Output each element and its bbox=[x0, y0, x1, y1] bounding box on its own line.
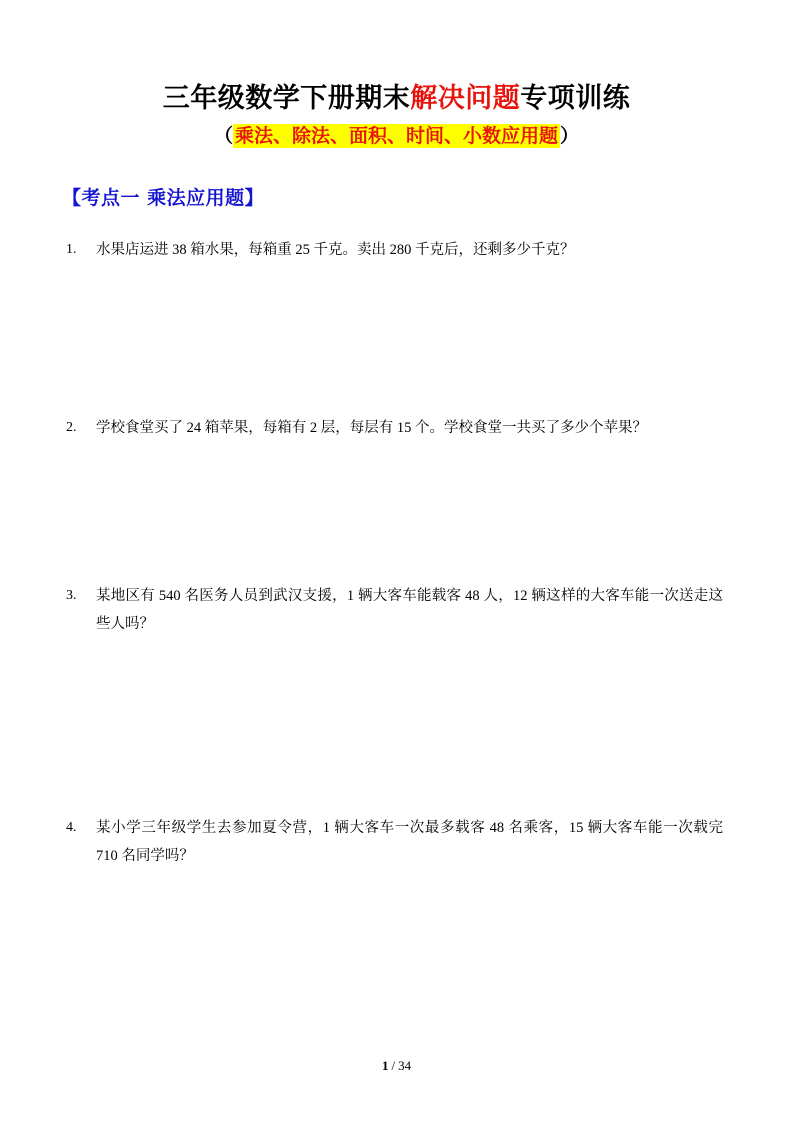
problem-text: 某地区有 540 名医务人员到武汉支援，1 辆大客车能载客 48 人，12 辆这样的大客车能一次送走这些人吗？ bbox=[96, 588, 723, 633]
list-item bbox=[62, 582, 731, 639]
problem-number: 3. bbox=[66, 588, 77, 604]
footer-separator: / bbox=[391, 1058, 396, 1073]
list-item bbox=[62, 814, 731, 871]
footer-current-page: 1 bbox=[381, 1058, 389, 1073]
problem-list bbox=[62, 236, 731, 871]
problem-number: 1. bbox=[66, 241, 77, 257]
problem-number: 4. bbox=[66, 819, 77, 835]
title-before-highlight: 三年级数学下册期末 bbox=[162, 83, 411, 114]
answer-space bbox=[62, 639, 731, 814]
title-after-highlight: 专项训练 bbox=[520, 83, 631, 114]
problem-text: 某小学三年级学生去参加夏令营，1 辆大客车一次最多载客 48 名乘客，15 辆大客车能一次载完 710 名同学吗？ bbox=[96, 819, 723, 864]
subtitle-close-paren: ） bbox=[560, 124, 580, 147]
page-title bbox=[62, 82, 731, 116]
list-item bbox=[62, 414, 731, 442]
problem-text: 水果店运进 38 箱水果，每箱重 25 千克。卖出 280 千克后，还剩多少千克？ bbox=[96, 241, 575, 258]
problem-number: 2. bbox=[66, 419, 77, 435]
problem-text: 学校食堂买了 24 箱苹果，每箱有 2 层，每层有 15 个。学校食堂一共买了多少个苹果？ bbox=[96, 419, 647, 436]
answer-space bbox=[62, 442, 731, 582]
subtitle-open-paren: （ bbox=[213, 124, 233, 147]
title-highlight: 解决问题 bbox=[410, 83, 521, 114]
section-heading-multiplication: 【考点一 乘法应用题】 bbox=[62, 186, 265, 209]
subtitle-highlighted-text: 乘法、除法、面积、时间、小数应用题 bbox=[234, 124, 558, 147]
answer-space bbox=[62, 264, 731, 414]
footer-total-pages: 34 bbox=[398, 1058, 412, 1073]
page-subtitle bbox=[62, 124, 731, 149]
list-item bbox=[62, 236, 731, 264]
page-footer bbox=[0, 1058, 793, 1074]
